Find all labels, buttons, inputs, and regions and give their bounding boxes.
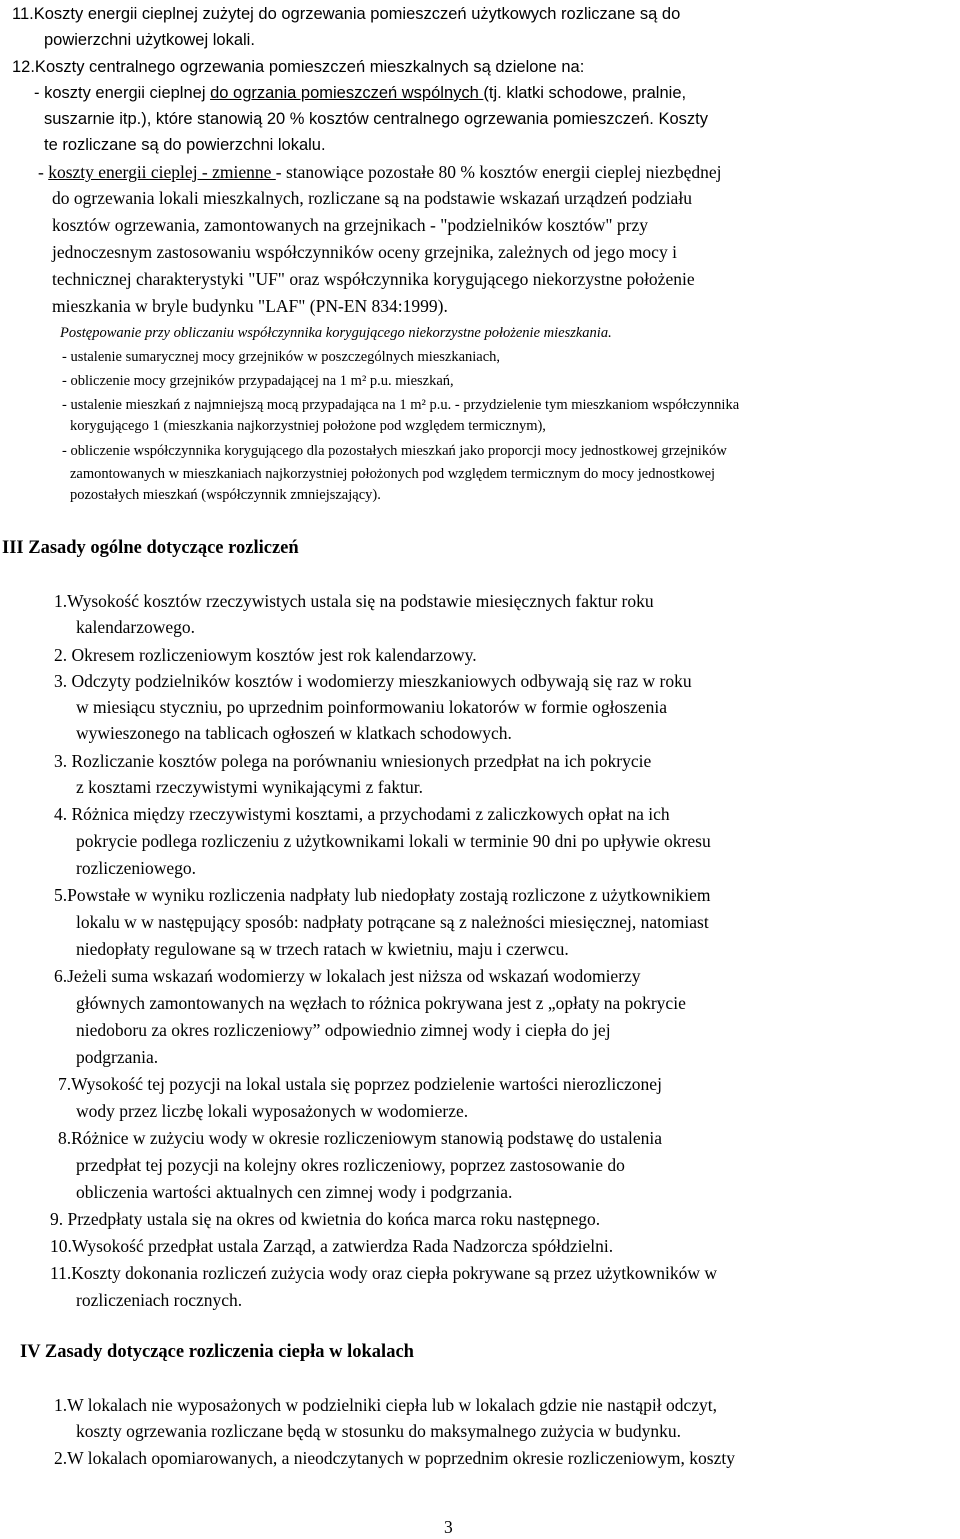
s3-line-21: 8.Różnice w zużyciu wody w okresie rozliczeniowym stanowią podstawę do ustalenia [58,1128,663,1148]
s3-line-14: niedopłaty regulowane są w trzech ratach w kwietniu, maju i czerwcu. [76,939,569,959]
s3-line-12: 5.Powstałe w wyniku rozliczenia nadpłaty lub niedopłaty zostają rozliczone z użytkownikiem [54,885,711,905]
s3-line-27: rozliczeniach rocznych. [76,1290,243,1310]
page-number: 3 [444,1517,453,1537]
item-12-line-2 [34,81,686,105]
s4-line-1: 1.W lokalach nie wyposażonych w podzielniki ciepła lub w lokalach gdzie nie nastąpił odczyt, [54,1395,718,1415]
variable-costs-line-1 [38,160,722,184]
s3-line-10: pokrycie podlega rozliczeniu z użytkownikami lokali w terminie 90 dni po upływie okresu [76,831,711,851]
variable-costs-underlined: koszty energii cieplej - zmienne [48,162,276,182]
s3-line-18: podgrzania. [76,1047,159,1067]
section-3-heading: III Zasady ogólne dotyczące rozliczeń [2,538,299,558]
s3-line-20: wody przez liczbę lokali wyposażonych w wodomierze. [76,1101,469,1121]
variable-costs-line-6: mieszkania w bryle budynku "LAF" (PN-EN 834:1999). [52,296,448,316]
s3-line-3: 2. Okresem rozliczeniowym kosztów jest rok kalendarzowy. [54,645,477,665]
s3-line-5: w miesiącu styczniu, po uprzednim poinformowaniu lokatorów w formie ogłoszenia [76,697,667,717]
s3-line-6: wywieszonego na tablicach ogłoszeń w klatkach schodowych. [76,723,512,743]
s3-line-26: 11.Koszty dokonania rozliczeń zużycia wody oraz ciepła pokrywane są przez użytkowników w [50,1263,718,1283]
s3-line-24: 9. Przedpłaty ustala się na okres od kwietnia do końca marca roku następnego. [50,1209,601,1229]
s3-line-9: 4. Różnica między rzeczywistymi kosztami, a przychodami z zaliczkowych opłat na ich [54,804,670,824]
s3-line-13: lokalu w w następujący sposób: nadpłaty potrącane są z należności miesięcznej, natomiast [76,912,709,932]
procedure-line-1: - ustalenie sumarycznej mocy grzejników w poszczególnych mieszkaniach, [62,349,501,365]
s4-line-3: 2.W lokalach opomiarowanych, a nieodczytanych w poprzednim okresie rozliczeniowym, koszty [54,1448,735,1468]
variable-costs-line-2: do ogrzewania lokali mieszkalnych, rozliczane są na podstawie wskazań urządzeń podziału [52,188,692,208]
s3-line-16: głównych zamontowanych na węzłach to różnica pokrywana jest z „opłaty na pokrycie [76,993,686,1013]
item-12-line-3: suszarnie itp.), które stanowią 20 % kosztów centralnego ogrzewania pomieszczeń. Koszty [44,110,708,128]
s3-line-11: rozliczeniowego. [76,858,197,878]
variable-costs-rest: - stanowiące pozostałe 80 % kosztów energii cieplej niezbędnej [275,162,722,182]
s3-line-4: 3. Odczyty podzielników kosztów i wodomierzy mieszkaniowych odbywają się raz w roku [54,671,692,691]
s3-line-25: 10.Wysokość przedpłat ustala Zarząd, a zatwierdza Rada Nadzorcza spółdzielni. [50,1236,614,1256]
procedure-heading: Postępowanie przy obliczaniu współczynnika korygującego niekorzystne położenie mieszkania. [60,325,612,341]
item-12-line-4: te rozliczane są do powierzchni lokalu. [44,136,326,154]
procedure-line-7: pozostałych mieszkań (współczynnik zmniejszający). [70,487,381,503]
fixed-costs-rest: (tj. klatki schodowe, pralnie, [483,84,687,102]
procedure-line-6: zamontowanych w mieszkaniach najkorzystniej położonych pod względem termicznym do mocy jednostkowej [70,466,716,482]
s3-line-2: kalendarzowego. [76,617,196,637]
s3-line-23: obliczenia wartości aktualnych cen zimnej wody i podgrzania. [76,1182,513,1202]
s3-line-17: niedoboru za okres rozliczeniowy” odpowiednio zimnej wody i ciepła do jej [76,1020,611,1040]
item-11-line-1: 11.Koszty energii cieplnej zużytej do ogrzewania pomieszczeń użytkowych rozliczane są do [12,5,681,23]
s4-line-2: koszty ogrzewania rozliczane będą w stosunku do maksymalnego zużycia w budynku. [76,1421,682,1441]
procedure-line-2: - obliczenie mocy grzejników przypadającej na 1 m² p.u. mieszkań, [62,373,454,389]
variable-costs-line-5: technicznej charakterystyki "UF" oraz współczynnika korygującego niekorzystne położenie [52,269,695,289]
fixed-costs-underlined: do ogrzania pomieszczeń wspólnych [210,84,484,102]
section-4-heading: IV Zasady dotyczące rozliczenia ciepła w lokalach [20,1342,414,1362]
fixed-costs-prefix: - koszty energii cieplnej [34,84,211,102]
s3-line-8: z kosztami rzeczywistymi wynikającymi z faktur. [76,777,423,797]
s3-line-22: przedpłat tej pozycji na kolejny okres rozliczeniowy, poprzez zastosowanie do [76,1155,625,1175]
variable-costs-line-4: jednoczesnym zastosowaniu współczynników oceny grzejnika, zależnych od jego mocy i [52,242,677,262]
s3-line-7: 3. Rozliczanie kosztów polega na porównaniu wniesionych przedpłat na ich pokrycie [54,751,652,771]
procedure-line-5: - obliczenie współczynnika korygującego dla pozostałych mieszkań jako proporcji mocy jednostkowej grzejników [62,443,727,459]
variable-costs-line-3: kosztów ogrzewania, zamontowanych na grzejnikach - "podzielników kosztów" przy [52,215,648,235]
s3-line-19: 7.Wysokość tej pozycji na lokal ustala się poprzez podzielenie wartości nierozliczonej [58,1074,662,1094]
variable-costs-prefix: - [38,162,49,182]
item-12-line-1: 12.Koszty centralnego ogrzewania pomieszczeń mieszkalnych są dzielone na: [12,58,585,76]
s3-line-1: 1.Wysokość kosztów rzeczywistych ustala się na podstawie miesięcznych faktur roku [54,591,654,611]
procedure-line-4: korygującego 1 (mieszkania najkorzystniej położone pod względem termicznym), [70,418,546,434]
item-11-line-2: powierzchni użytkowej lokali. [44,31,255,49]
s3-line-15: 6.Jeżeli suma wskazań wodomierzy w lokalach jest niższa od wskazań wodomierzy [54,966,641,986]
procedure-line-3: - ustalenie mieszkań z najmniejszą mocą przypadająca na 1 m² p.u. - przydzielenie tym mieszkaniom współczynnika [62,397,740,413]
